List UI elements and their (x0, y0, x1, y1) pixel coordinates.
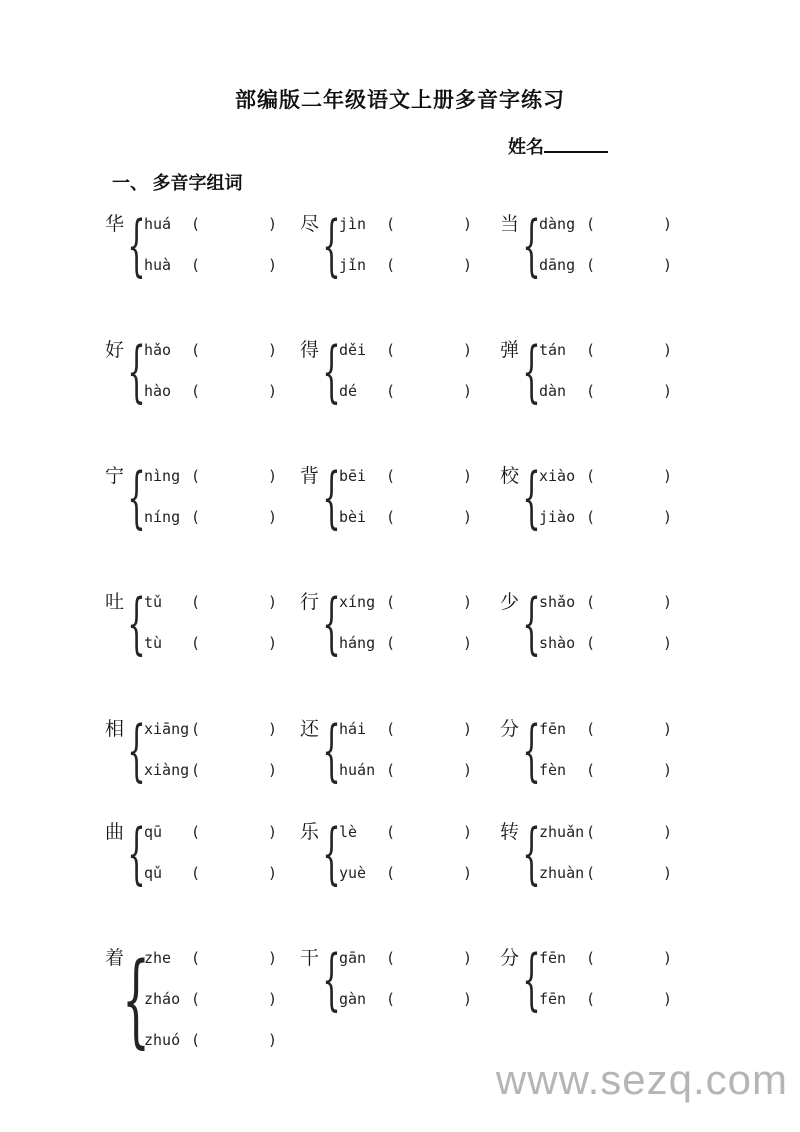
close-paren: ) (463, 990, 473, 1008)
close-paren: ) (663, 634, 673, 652)
hanzi-char: 宁 (105, 466, 125, 487)
reading-entries (144, 330, 277, 412)
brace (523, 582, 539, 664)
polyphone-group (105, 456, 300, 538)
pinyin-label: huá (144, 215, 172, 233)
pinyin-label: tǔ (144, 593, 163, 611)
brace (128, 456, 144, 538)
brace (128, 709, 144, 791)
open-paren: ( (191, 761, 201, 779)
hanzi-char: 华 (105, 214, 125, 235)
watermark: www.sezq.com (495, 1056, 788, 1103)
reading-entries (339, 456, 472, 538)
close-paren: ) (268, 593, 278, 611)
hanzi-char: 乐 (300, 822, 320, 843)
open-paren: ( (191, 467, 201, 485)
left-brace-icon: { (321, 583, 341, 663)
close-paren: ) (663, 720, 673, 738)
pinyin-label: dàng (539, 215, 576, 233)
polyphone-group (500, 709, 795, 791)
left-brace-icon: { (521, 331, 541, 411)
close-paren: ) (663, 593, 673, 611)
left-brace-icon: { (321, 331, 341, 411)
pinyin-label: zhuǎn (539, 823, 585, 841)
close-paren: ) (463, 761, 473, 779)
reading-entries (539, 330, 672, 412)
hanzi-char: 还 (300, 719, 320, 740)
open-paren: ( (191, 823, 201, 841)
hanzi-char: 行 (300, 592, 320, 613)
close-paren: ) (663, 864, 673, 882)
open-paren: ( (386, 864, 396, 882)
polyphone-group (300, 709, 500, 791)
close-paren: ) (663, 823, 673, 841)
open-paren: ( (586, 467, 596, 485)
reading-entry (144, 979, 277, 1020)
reading-entries (144, 582, 277, 664)
close-paren: ) (268, 864, 278, 882)
pinyin-label: níng (144, 508, 181, 526)
left-brace-icon: { (126, 457, 146, 537)
brace (523, 456, 539, 538)
pinyin-label: fēn (539, 990, 567, 1008)
hanzi-char: 干 (300, 948, 320, 969)
brace (323, 204, 339, 286)
open-paren: ( (586, 593, 596, 611)
pinyin-label: dāng (539, 256, 576, 274)
reading-entry (339, 853, 472, 894)
worksheet-row (105, 330, 795, 412)
reading-entry (539, 709, 672, 750)
pinyin-label: nìng (144, 467, 181, 485)
left-brace-icon: { (321, 939, 341, 1019)
hanzi-char: 好 (105, 340, 125, 361)
pinyin-label: jiào (539, 508, 576, 526)
open-paren: ( (586, 341, 596, 359)
close-paren: ) (663, 341, 673, 359)
left-brace-icon: { (126, 331, 146, 411)
open-paren: ( (191, 990, 201, 1008)
pinyin-label: fèn (539, 761, 567, 779)
pinyin-label: hǎo (144, 341, 172, 359)
pinyin-label: dàn (539, 382, 567, 400)
brace (122, 938, 150, 1061)
close-paren: ) (463, 593, 473, 611)
hanzi-char: 分 (500, 948, 520, 969)
left-brace-icon: { (521, 205, 541, 285)
reading-entry (144, 371, 277, 412)
open-paren: ( (191, 720, 201, 738)
hanzi-char: 当 (500, 214, 520, 235)
close-paren: ) (463, 720, 473, 738)
hanzi-char: 相 (105, 719, 125, 740)
worksheet-row (105, 456, 795, 538)
polyphone-group (300, 456, 500, 538)
reading-entry (144, 204, 277, 245)
worksheet-row (105, 812, 795, 894)
open-paren: ( (586, 823, 596, 841)
brace (323, 938, 339, 1020)
pinyin-label: xiāng (144, 720, 190, 738)
polyphone-group (500, 330, 795, 412)
pinyin-label: zhuàn (539, 864, 585, 882)
reading-entry (539, 330, 672, 371)
reading-entry (339, 245, 472, 286)
brace (128, 204, 144, 286)
left-brace-icon: { (126, 583, 146, 663)
reading-entry (144, 1020, 277, 1061)
reading-entries (144, 938, 277, 1061)
section-heading: 一、 多音字组词 (112, 173, 243, 193)
open-paren: ( (191, 593, 201, 611)
reading-entry (339, 204, 472, 245)
worksheet-body (105, 204, 795, 1061)
polyphone-group (500, 456, 795, 538)
pinyin-label: jǐn (339, 256, 367, 274)
reading-entry (539, 853, 672, 894)
reading-entries (339, 812, 472, 894)
open-paren: ( (191, 634, 201, 652)
reading-entry (339, 750, 472, 791)
pinyin-label: dé (339, 382, 358, 400)
polyphone-group (300, 582, 500, 664)
reading-entry (539, 812, 672, 853)
reading-entry (339, 371, 472, 412)
reading-entry (539, 979, 672, 1020)
pinyin-label: gàn (339, 990, 367, 1008)
pinyin-label: tù (144, 634, 163, 652)
open-paren: ( (386, 215, 396, 233)
polyphone-group (105, 330, 300, 412)
close-paren: ) (463, 864, 473, 882)
pinyin-label: yuè (339, 864, 367, 882)
pinyin-label: bēi (339, 467, 367, 485)
pinyin-label: děi (339, 341, 367, 359)
reading-entries (539, 582, 672, 664)
open-paren: ( (191, 1031, 201, 1049)
worksheet-row (105, 582, 795, 664)
worksheet-row (105, 709, 795, 791)
reading-entries (144, 204, 277, 286)
hanzi-char: 少 (500, 592, 520, 613)
open-paren: ( (386, 761, 396, 779)
reading-entry (144, 853, 277, 894)
reading-entry (339, 979, 472, 1020)
polyphone-group (105, 582, 300, 664)
hanzi-char: 尽 (300, 214, 320, 235)
left-brace-icon: { (122, 940, 150, 1059)
close-paren: ) (463, 382, 473, 400)
open-paren: ( (386, 508, 396, 526)
brace (323, 812, 339, 894)
reading-entry (539, 582, 672, 623)
pinyin-label: bèi (339, 508, 367, 526)
open-paren: ( (191, 341, 201, 359)
left-brace-icon: { (321, 710, 341, 790)
polyphone-group (300, 938, 500, 1061)
hanzi-char: 吐 (105, 592, 125, 613)
pinyin-label: fēn (539, 949, 567, 967)
brace (523, 330, 539, 412)
brace (128, 812, 144, 894)
pinyin-label: xiàng (144, 761, 190, 779)
close-paren: ) (268, 382, 278, 400)
polyphone-group (105, 938, 300, 1061)
hanzi-char: 得 (300, 340, 320, 361)
reading-entries (539, 938, 672, 1020)
hanzi-char: 分 (500, 719, 520, 740)
brace (523, 938, 539, 1020)
reading-entry (339, 582, 472, 623)
left-brace-icon: { (321, 813, 341, 893)
pinyin-label: huán (339, 761, 376, 779)
open-paren: ( (586, 864, 596, 882)
close-paren: ) (663, 215, 673, 233)
close-paren: ) (463, 215, 473, 233)
brace (323, 709, 339, 791)
reading-entry (144, 938, 277, 979)
pinyin-label: gān (339, 949, 367, 967)
open-paren: ( (586, 761, 596, 779)
reading-entries (539, 709, 672, 791)
pinyin-label: qū (144, 823, 163, 841)
open-paren: ( (191, 864, 201, 882)
reading-entries (539, 812, 672, 894)
open-paren: ( (191, 508, 201, 526)
reading-entry (539, 497, 672, 538)
pinyin-label: lè (339, 823, 358, 841)
brace (323, 582, 339, 664)
close-paren: ) (268, 720, 278, 738)
polyphone-group (300, 204, 500, 286)
reading-entry (144, 330, 277, 371)
reading-entry (339, 330, 472, 371)
brace (523, 709, 539, 791)
pinyin-label: zhuó (144, 1031, 181, 1049)
polyphone-group (300, 812, 500, 894)
reading-entries (339, 330, 472, 412)
name-line (508, 133, 608, 159)
page-title: 部编版二年级语文上册多音字练习 (235, 88, 565, 112)
pinyin-label: xiào (539, 467, 576, 485)
open-paren: ( (191, 382, 201, 400)
reading-entry (144, 750, 277, 791)
open-paren: ( (586, 382, 596, 400)
close-paren: ) (268, 341, 278, 359)
polyphone-group (105, 204, 300, 286)
left-brace-icon: { (521, 583, 541, 663)
reading-entries (144, 812, 277, 894)
reading-entry (539, 623, 672, 664)
brace (323, 330, 339, 412)
reading-entry (339, 623, 472, 664)
close-paren: ) (463, 467, 473, 485)
pinyin-label: zháo (144, 990, 181, 1008)
brace (523, 812, 539, 894)
hanzi-char: 弹 (500, 340, 520, 361)
polyphone-group (105, 812, 300, 894)
close-paren: ) (663, 508, 673, 526)
reading-entry (539, 204, 672, 245)
reading-entry (539, 456, 672, 497)
reading-entry (144, 582, 277, 623)
open-paren: ( (386, 634, 396, 652)
open-paren: ( (386, 382, 396, 400)
worksheet-row (105, 938, 795, 1061)
pinyin-label: hào (144, 382, 172, 400)
close-paren: ) (268, 1031, 278, 1049)
reading-entry (539, 938, 672, 979)
open-paren: ( (386, 720, 396, 738)
open-paren: ( (586, 720, 596, 738)
open-paren: ( (386, 823, 396, 841)
close-paren: ) (463, 949, 473, 967)
left-brace-icon: { (521, 939, 541, 1019)
left-brace-icon: { (521, 457, 541, 537)
reading-entry (144, 497, 277, 538)
pinyin-label: xíng (339, 593, 376, 611)
worksheet-row (105, 204, 795, 286)
reading-entry (144, 812, 277, 853)
close-paren: ) (663, 949, 673, 967)
close-paren: ) (463, 823, 473, 841)
open-paren: ( (586, 508, 596, 526)
close-paren: ) (663, 256, 673, 274)
reading-entry (144, 623, 277, 664)
close-paren: ) (663, 467, 673, 485)
open-paren: ( (386, 467, 396, 485)
reading-entry (339, 812, 472, 853)
pinyin-label: háng (339, 634, 376, 652)
left-brace-icon: { (321, 205, 341, 285)
polyphone-group (300, 330, 500, 412)
hanzi-char: 背 (300, 466, 320, 487)
open-paren: ( (586, 634, 596, 652)
left-brace-icon: { (126, 813, 146, 893)
hanzi-char: 校 (500, 466, 520, 487)
reading-entry (339, 456, 472, 497)
reading-entry (539, 371, 672, 412)
reading-entry (144, 245, 277, 286)
reading-entries (339, 582, 472, 664)
reading-entry (339, 938, 472, 979)
reading-entry (539, 245, 672, 286)
left-brace-icon: { (521, 813, 541, 893)
reading-entries (539, 456, 672, 538)
hanzi-char: 转 (500, 822, 520, 843)
hanzi-char: 着 (105, 948, 125, 969)
open-paren: ( (586, 215, 596, 233)
close-paren: ) (663, 761, 673, 779)
close-paren: ) (463, 256, 473, 274)
close-paren: ) (463, 341, 473, 359)
reading-entry (144, 456, 277, 497)
open-paren: ( (191, 215, 201, 233)
open-paren: ( (386, 593, 396, 611)
close-paren: ) (663, 382, 673, 400)
close-paren: ) (268, 761, 278, 779)
close-paren: ) (268, 634, 278, 652)
polyphone-group (500, 812, 795, 894)
pinyin-label: shào (539, 634, 576, 652)
reading-entries (539, 204, 672, 286)
pinyin-label: shǎo (539, 593, 576, 611)
open-paren: ( (191, 256, 201, 274)
close-paren: ) (268, 256, 278, 274)
close-paren: ) (268, 467, 278, 485)
left-brace-icon: { (521, 710, 541, 790)
close-paren: ) (463, 634, 473, 652)
reading-entries (144, 709, 277, 791)
reading-entry (539, 750, 672, 791)
close-paren: ) (463, 508, 473, 526)
name-blank-line (544, 134, 608, 153)
open-paren: ( (586, 990, 596, 1008)
reading-entries (339, 709, 472, 791)
brace (323, 456, 339, 538)
open-paren: ( (386, 341, 396, 359)
close-paren: ) (268, 508, 278, 526)
pinyin-label: fēn (539, 720, 567, 738)
pinyin-label: hái (339, 720, 367, 738)
close-paren: ) (268, 949, 278, 967)
open-paren: ( (386, 256, 396, 274)
close-paren: ) (268, 823, 278, 841)
close-paren: ) (268, 990, 278, 1008)
reading-entries (144, 456, 277, 538)
brace (523, 204, 539, 286)
reading-entries (339, 938, 472, 1020)
pinyin-label: qǔ (144, 864, 163, 882)
polyphone-group (105, 709, 300, 791)
left-brace-icon: { (126, 205, 146, 285)
open-paren: ( (586, 949, 596, 967)
close-paren: ) (663, 990, 673, 1008)
open-paren: ( (386, 990, 396, 1008)
polyphone-group (500, 582, 795, 664)
polyphone-group (500, 204, 795, 286)
open-paren: ( (386, 949, 396, 967)
close-paren: ) (268, 215, 278, 233)
pinyin-label: jìn (339, 215, 367, 233)
pinyin-label: zhe (144, 949, 172, 967)
open-paren: ( (191, 949, 201, 967)
pinyin-label: tán (539, 341, 567, 359)
hanzi-char: 曲 (105, 822, 125, 843)
reading-entries (339, 204, 472, 286)
polyphone-group (500, 938, 795, 1061)
reading-entry (339, 709, 472, 750)
left-brace-icon: { (321, 457, 341, 537)
pinyin-label: huà (144, 256, 172, 274)
left-brace-icon: { (126, 710, 146, 790)
open-paren: ( (586, 256, 596, 274)
reading-entry (339, 497, 472, 538)
brace (128, 330, 144, 412)
reading-entry (144, 709, 277, 750)
brace (128, 582, 144, 664)
name-label: 姓名 (508, 137, 544, 157)
